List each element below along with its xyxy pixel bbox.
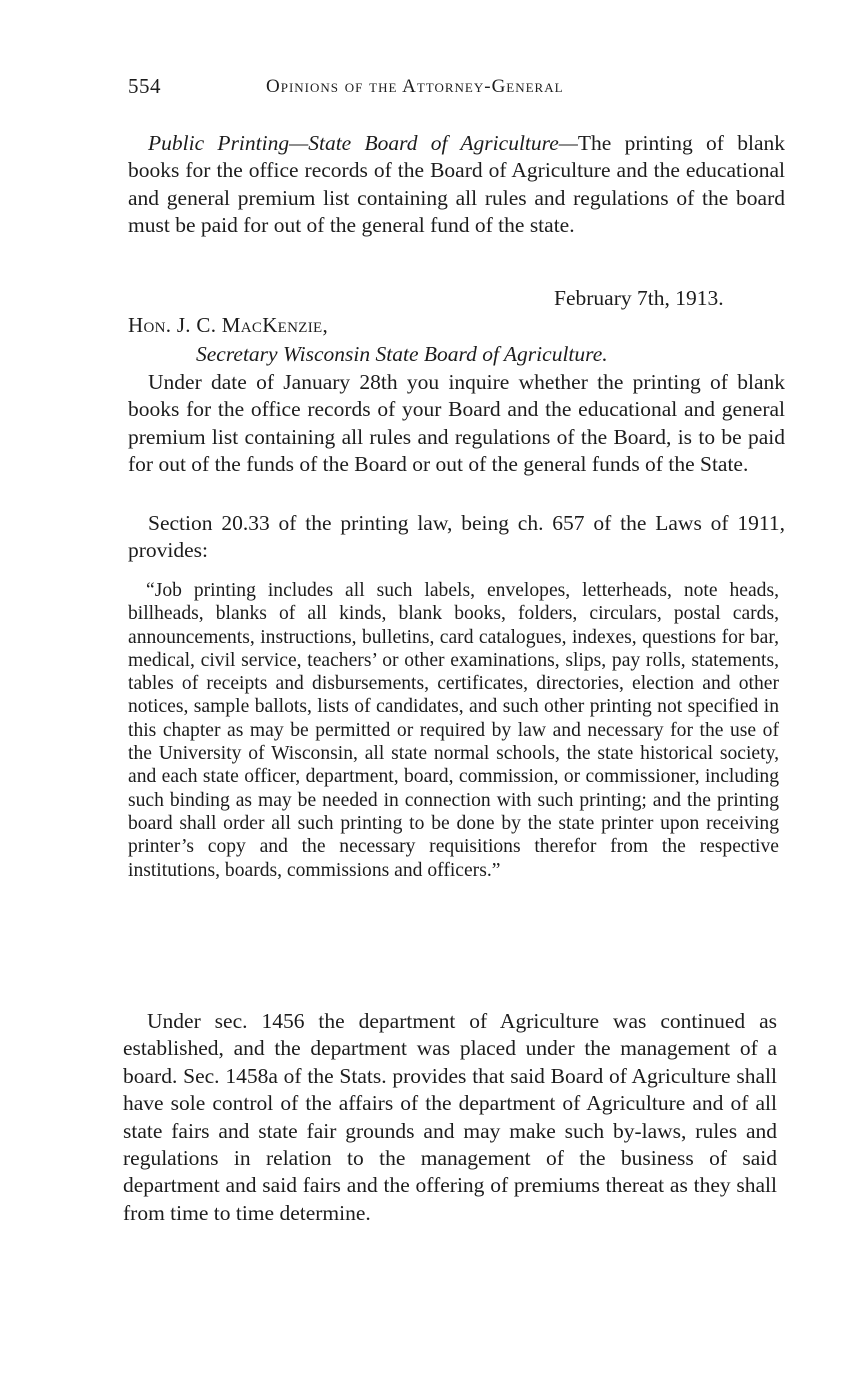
addressee-name: Hon. J. C. MacKenzie, <box>128 313 329 337</box>
syllabus-paragraph <box>128 130 785 240</box>
page-number: 554 <box>128 74 161 98</box>
addressee-title: Secretary Wisconsin State Board of Agriculture. <box>196 342 608 366</box>
inquiry-paragraph: Under date of January 28th you inquire whether the printing of blank books for the office records of your Board and the educational and general premium list containing all rules and regulations of the Board, is to be paid for out of the funds of the Board or out of the general funds of the State. <box>128 370 785 477</box>
sec-1456-paragraph: Under sec. 1456 the department of Agriculture was continued as established, and the department was placed under the management of a board. Sec. 1458a of the Stats. provides that said Board of Agriculture shall have sole control of the affairs of the department of Agriculture and of all state fairs and state fair grounds and may make such by-laws, rules and regulations in relation to the management of the business of said department and said fairs and the offering of premiums thereat as they shall from time to time determine. <box>123 1009 777 1225</box>
statute-quotation: “Job printing includes all such labels, envelopes, letterheads, note heads, billheads, blanks of all kinds, blank books, folders, circulars, postal cards, announcements, instructions, bulletins, card catalogues, indexes, questions for bar, medical, civil service, teachers’ or other examinations, slips, pay rolls, statements, tables of receipts and disbursements, certificates, directories, election and other notices, sample ballots, lists of candidates, and such other printing not specified in this chapter as may be permitted or required by law and necessary for the use of the University of Wisconsin, all state normal schools, the state historical society, and each state officer, department, board, commission, or commissioner, including such binding as may be needed in connection with such printing; and the printing board shall order all such printing to be done by the state printer upon receiving printer’s copy and the necessary requisitions therefor from the respective institutions, boards, commissions and officers.” <box>128 580 779 881</box>
running-header <box>128 74 788 104</box>
syllabus-text: The printing of blank books for the office records of the Board of Agriculture and the educational and general premium list containing all rules and regulations of the board must be paid for out of the general fund of the state. <box>128 131 785 238</box>
running-header-title: Opinions of the Attorney-General <box>266 76 564 97</box>
section-intro-paragraph: Section 20.33 of the printing law, being ch. 657 of the Laws of 1911, provides: <box>128 511 785 563</box>
letter-date: February 7th, 1913. <box>554 286 724 310</box>
syllabus-topic: Public Printing—State Board of Agriculture— <box>148 131 578 155</box>
